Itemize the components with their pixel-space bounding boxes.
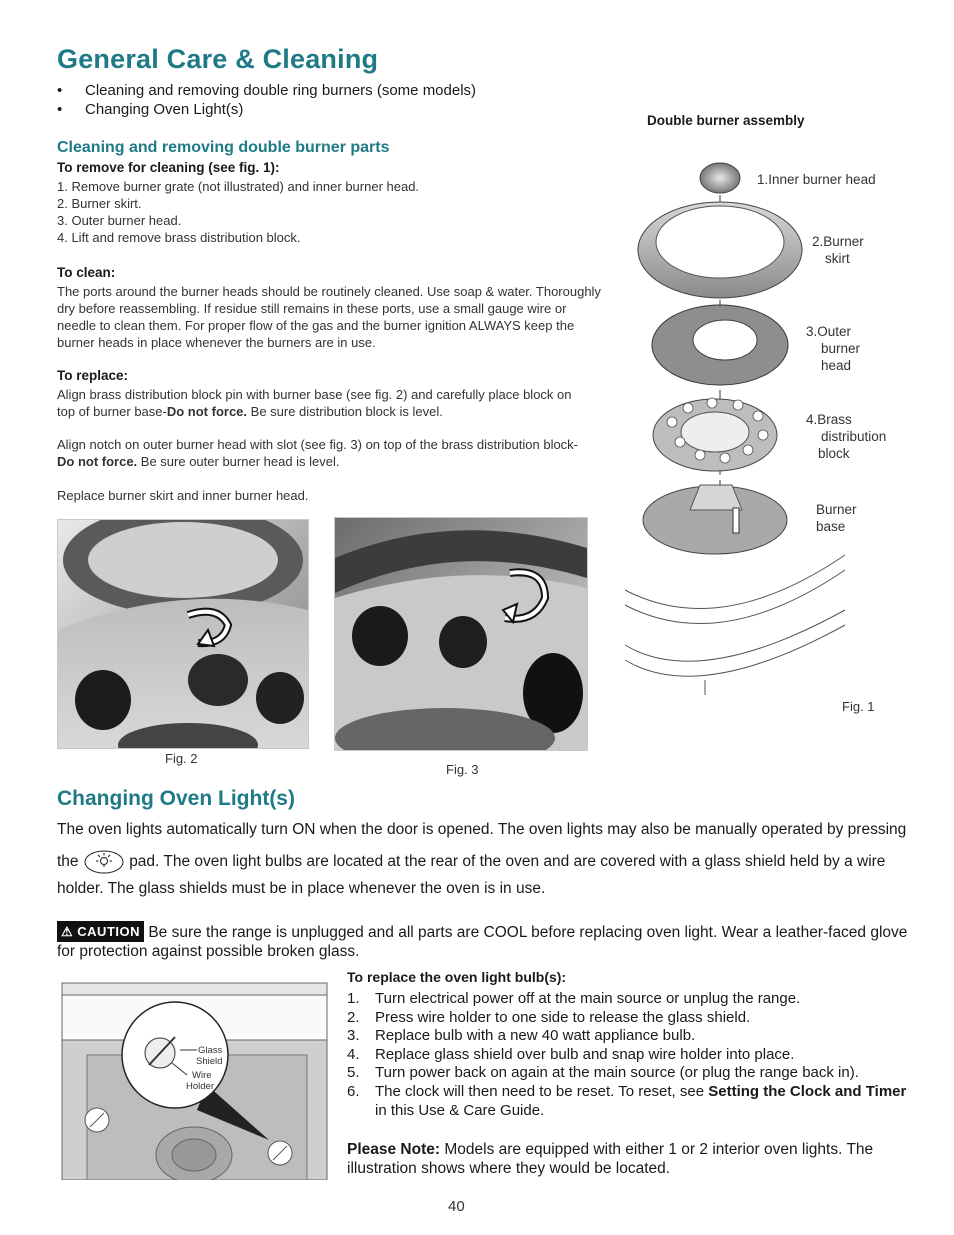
oven-light-paragraph-1: The oven lights automatically turn ON when the door is opened. The oven lights may also be manually operated by pressing — [57, 821, 907, 838]
oven-light-paragraph-3: holder. The glass shields must be in place whenever the oven is in use. — [57, 880, 546, 897]
fig3-photo — [334, 517, 588, 751]
step-item: 5. Turn power back on again at the main source (or plug the range back in). — [347, 1064, 859, 1082]
fig1-label: Fig. 1 — [842, 699, 875, 714]
clean-text: The ports around the burner heads should be routinely cleaned. Use soap & water. Thoroughly dry before reassembling. If residue still remains in these ports, use a small gauge wire or needle to clean them. For proper flow of the gas and the burner ignition ALWAYS keep the burner heads in place whenever the burners are in use. — [57, 284, 601, 350]
remove-step: 1. Remove burner grate (not illustrated) and inner burner head. — [57, 179, 420, 194]
page-number: 40 — [448, 1198, 465, 1215]
clean-heading: To clean: — [57, 265, 116, 280]
label-outer-2: burner — [821, 341, 861, 356]
label-outer-3: head — [821, 358, 852, 373]
replace-paragraph-1: Align brass distribution block pin with burner base (see fig. 2) and carefully place block on top of burner base-Do not force. Be sure distribution block is level. — [57, 387, 572, 419]
remove-step: 4. Lift and remove brass distribution block. — [57, 230, 301, 245]
steps-list — [347, 990, 907, 1120]
label-brass-2: distribution — [821, 429, 887, 444]
page-title: General Care & Cleaning — [57, 44, 379, 74]
double-burner-heading: Cleaning and removing double burner parts — [57, 139, 390, 156]
intro-bullet-2: • Changing Oven Light(s) — [57, 101, 244, 118]
replace-paragraph-2: Align notch on outer burner head with slot (see fig. 3) on top of the brass distribution block-Do not force. Be sure outer burner head is level. — [57, 437, 579, 469]
caution-paragraph: ⚠ CAUTION Be sure the range is unplugged and all parts are COOL before replacing oven light. Wear a leather-faced glove for protection against possible broken glass. — [57, 921, 917, 961]
illus-label-glass: Glass — [198, 1045, 223, 1056]
step-item: 3. Replace bulb with a new 40 watt appliance bulb. — [347, 1027, 696, 1045]
replace-paragraph-3: Replace burner skirt and inner burner head. — [57, 488, 309, 503]
remove-heading: To remove for cleaning (see fig. 1): — [57, 160, 280, 175]
label-skirt-2: skirt — [825, 251, 850, 266]
oven-light-paragraph-2: the pad. The oven light bulbs are located at the rear of the oven and are covered with a glass shield held by a wire — [57, 850, 917, 874]
illus-label-shield: Shield — [196, 1056, 223, 1067]
label-skirt-1: 2.Burner — [812, 234, 864, 249]
fig3-illustration — [335, 518, 587, 750]
replace-heading: To replace: — [57, 368, 129, 383]
fig2-illustration — [58, 520, 308, 748]
fig2-photo — [57, 519, 309, 749]
label-base-1: Burner — [816, 502, 857, 517]
steps-heading: To replace the oven light bulb(s): — [347, 969, 567, 985]
caution-badge: ⚠ CAUTION — [57, 921, 144, 942]
label-brass-3: block — [818, 446, 850, 461]
intro-bullet-1: • Cleaning and removing double ring burners (some models) — [57, 82, 477, 99]
remove-step: 3. Outer burner head. — [57, 213, 182, 228]
oven-light-heading: Changing Oven Light(s) — [57, 787, 295, 810]
label-base-2: base — [816, 519, 846, 534]
illus-label-wire: Wire — [192, 1070, 212, 1081]
remove-steps — [57, 178, 597, 246]
label-inner-head: 1.Inner burner head — [757, 172, 876, 187]
fig2-label: Fig. 2 — [165, 751, 198, 766]
assembly-title: Double burner assembly — [647, 113, 805, 128]
remove-step: 2. Burner skirt. — [57, 196, 142, 211]
step-item: 4. Replace glass shield over bulb and snap wire holder into place. — [347, 1045, 795, 1063]
label-brass-1: 4.Brass — [806, 412, 852, 427]
inner-burner-head — [700, 163, 740, 193]
label-outer-1: 3.Outer — [806, 324, 852, 339]
please-note: Please Note: Models are equipped with either 1 or 2 interior oven lights. The illustration shows where they would be located. — [347, 1141, 874, 1177]
fig3-label: Fig. 3 — [446, 762, 479, 777]
illus-label-holder: Holder — [186, 1081, 214, 1092]
step-item: 2. Press wire holder to one side to release the glass shield. — [347, 1008, 751, 1026]
step-item: 1. Turn electrical power off at the main source or unplug the range. — [347, 990, 801, 1007]
oven-light-pad-icon — [83, 850, 125, 874]
step-item: 6. The clock will then need to be reset. To reset, see Setting the Clock and Timer in this Use & Care Guide. — [347, 1082, 907, 1119]
